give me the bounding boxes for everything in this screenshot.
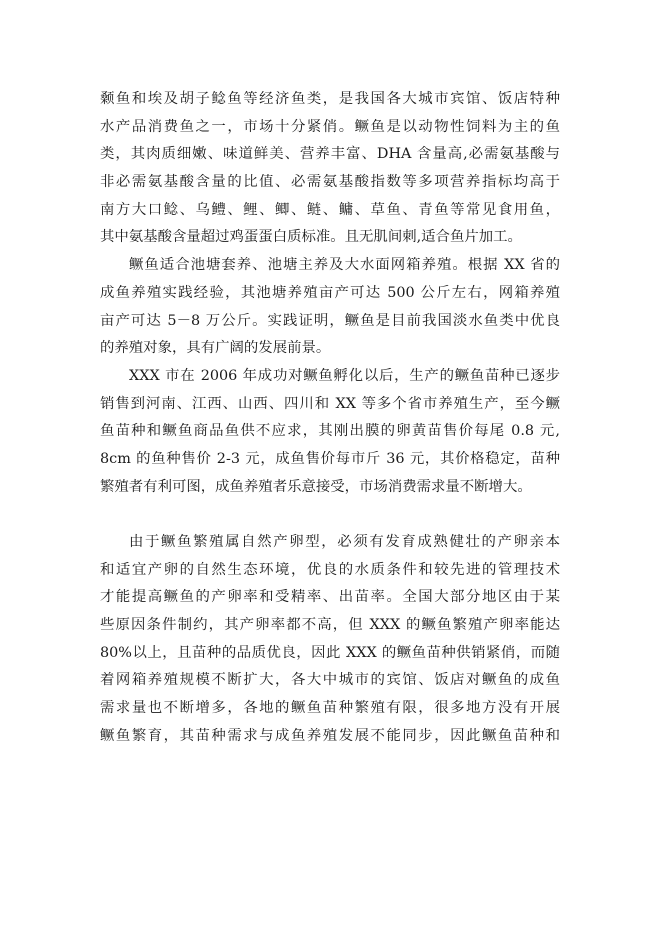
text-line: 销售到河南、江西、山西、四川和 XX 等多个省市养殖生产，至今鳜 [100,395,560,412]
text-line: 由于鳜鱼繁殖属自然产卵型，必须有发育成熟健壮的产卵亲本 [129,534,560,550]
text-line: XXX 市在 2006 年成功对鳜鱼孵化以后，生产的鳜鱼苗种已逐步 [129,367,560,384]
text-line: 类，其肉质细嫩、味道鲜美、营养丰富、DHA 含量高,必需氨基酸与 [100,146,560,163]
paragraph-3 [100,363,560,501]
text-line: 成鱼养殖实践经验，其池塘养殖亩产可达 500 公斤左右，网箱养殖 [100,284,560,301]
text-line: 80%以上，且苗种的品质优良，因此 XXX 的鳜鱼苗种供销紧俏，而随 [100,644,560,661]
text-line: 和适宜产卵的自然生态环境，优良的水质条件和较先进的管理技术 [100,561,560,578]
text-line: 些原因条件制约，其产卵率都不高，但 XXX 的鳜鱼繁殖产卵率能达 [100,617,560,634]
text-line: 需求量也不断增多，各地的鳜鱼苗种繁殖有限，很多地方没有开展 [100,700,560,717]
text-line: 的养殖对象，具有广阔的发展前景。 [100,340,331,357]
text-line: 水产品消费鱼之一，市场十分紧俏。鳜鱼是以动物性饲料为主的鱼 [100,118,560,135]
document-body [100,86,560,751]
text-line: 非必需氨基酸含量的比值、必需氨基酸指数等多项营养指标均高于 [100,174,560,191]
paragraph-4 [100,529,560,751]
text-line: 颡鱼和埃及胡子鲶鱼等经济鱼类，是我国各大城市宾馆、饭店特种 [100,91,560,107]
text-line: 8cm 的鱼种售价 2-3 元，成鱼售价每市斤 36 元，其价格稳定，苗种 [100,450,560,467]
text-line: 鱼苗种和鳜鱼商品鱼供不应求，其刚出膜的卵黄苗售价每尾 0.8 元, [100,423,560,440]
text-line: 才能提高鳜鱼的产卵率和受精率、出苗率。全国大部分地区由于某 [100,589,560,606]
text-line: 其中氨基酸含量超过鸡蛋蛋白质标准。且无肌间刺,适合鱼片加工。 [100,229,522,246]
text-line: 繁殖者有利可图，成鱼养殖者乐意接受，市场消费需求量不断增大。 [100,478,532,495]
text-line: 亩产可达 5－8 万公斤。实践证明，鳜鱼是目前我国淡水鱼类中优良 [100,312,560,329]
paragraph-1 [100,86,560,252]
blank-line [100,501,560,529]
text-line: 着网箱养殖规模不断扩大，各大中城市的宾馆、饭店对鳜鱼的成鱼 [100,672,560,689]
text-line: 鳜鱼适合池塘套养、池塘主养及大水面网箱养殖。根据 XX 省的 [129,257,560,274]
text-line: 鳜鱼繁育，其苗种需求与成鱼养殖发展不能同步，因此鳜鱼苗种和 [100,727,560,744]
paragraph-2 [100,252,560,363]
text-line: 南方大口鲶、乌鳢、鲤、鲫、鲢、鳙、草鱼、青鱼等常见食用鱼， [100,201,560,218]
